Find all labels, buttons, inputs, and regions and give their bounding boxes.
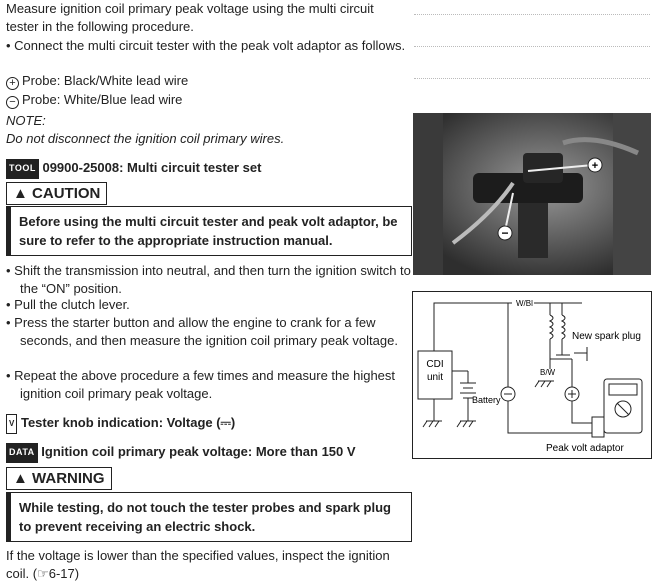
caution-label [6, 182, 107, 205]
probe-minus-text: Probe: White/Blue lead wire [22, 92, 183, 107]
footer-text: If the voltage is lower than the specified values, inspect the ignition coil. (☞6-17) [6, 548, 390, 581]
data-icon: DATA [6, 443, 38, 463]
probe-plus-line [6, 72, 398, 90]
circuit-diagram [412, 291, 652, 459]
tool-text: 09900-25008: Multi circuit tester set [42, 160, 262, 175]
bw-label: B/W [540, 368, 556, 377]
tester-knob-line [6, 414, 398, 434]
svg-text:+: + [591, 160, 599, 172]
cdi-label-2: unit [426, 372, 444, 383]
note-text: Do not disconnect the ignition coil primary wires. [6, 131, 285, 146]
warning-box: While testing, do not touch the tester probes and spark plug to prevent receiving an electric shock. [6, 492, 412, 542]
note-heading: NOTE: [6, 113, 46, 128]
step-3-text: Press the starter button and allow the engine to crank for a few seconds, and then measure the ignition coil primary peak voltage. [14, 315, 398, 348]
step-1: • Shift the transmission into neutral, and then turn the ignition switch to the “ON” position. [6, 263, 411, 296]
tester-knob-text: Tester knob indication: Voltage (⎓) [20, 415, 236, 430]
connect-bullet: • Connect the multi circuit tester with the peak volt adaptor as follows. [6, 38, 406, 53]
svg-text:−: − [501, 226, 509, 240]
step-3: • Press the starter button and allow the engine to crank for a few seconds, and then measure the ignition coil primary peak voltage. [6, 315, 398, 348]
tester-knob-icon: V [6, 414, 17, 434]
step-2-text: Pull the clutch lever. [14, 297, 130, 312]
intro-text: Measure ignition coil primary peak voltage using the multi circuit tester in the following procedure. [6, 1, 374, 34]
warning-triangle-icon: ▲ [13, 185, 28, 202]
data-line [6, 443, 398, 463]
peak-volt-adaptor-label: Peak volt adaptor [546, 443, 624, 454]
step-1-text: Shift the transmission into neutral, and then turn the ignition switch to the “ON” position. [14, 263, 411, 296]
cdi-label-1: CDI [426, 359, 444, 370]
divider [414, 46, 650, 47]
connect-text: Connect the multi circuit tester with the peak volt adaptor as follows. [14, 38, 406, 53]
step-4: • Repeat the above procedure a few times and measure the highest ignition coil primary peak voltage. [6, 368, 396, 401]
plus-circle-icon: + [6, 77, 19, 90]
ignition-coil-photo [413, 113, 651, 275]
new-spark-plug-label: New spark plug [572, 331, 641, 342]
battery-label: Battery [472, 395, 501, 405]
divider [414, 78, 650, 79]
tool-line [6, 159, 398, 179]
caution-box: Before using the multi circuit tester and peak volt adaptor, be sure to refer to the appropriate instruction manual. [6, 206, 412, 256]
probe-plus-text: Probe: Black/White lead wire [22, 73, 189, 88]
warning-triangle-icon: ▲ [13, 470, 28, 487]
divider [414, 14, 650, 15]
data-text: Ignition coil primary peak voltage: More than 150 V [41, 444, 356, 459]
warning-label [6, 467, 112, 490]
step-4-text: Repeat the above procedure a few times and measure the highest ignition coil primary peak voltage. [14, 368, 396, 401]
step-2: • Pull the clutch lever. [6, 297, 130, 312]
warning-label-text: WARNING [32, 470, 105, 487]
caution-label-text: CAUTION [32, 185, 101, 202]
minus-circle-icon: − [6, 96, 19, 109]
tool-icon: TOOL [6, 159, 39, 179]
probe-minus-line [6, 91, 398, 109]
wbl-label: W/Bl [516, 299, 533, 308]
